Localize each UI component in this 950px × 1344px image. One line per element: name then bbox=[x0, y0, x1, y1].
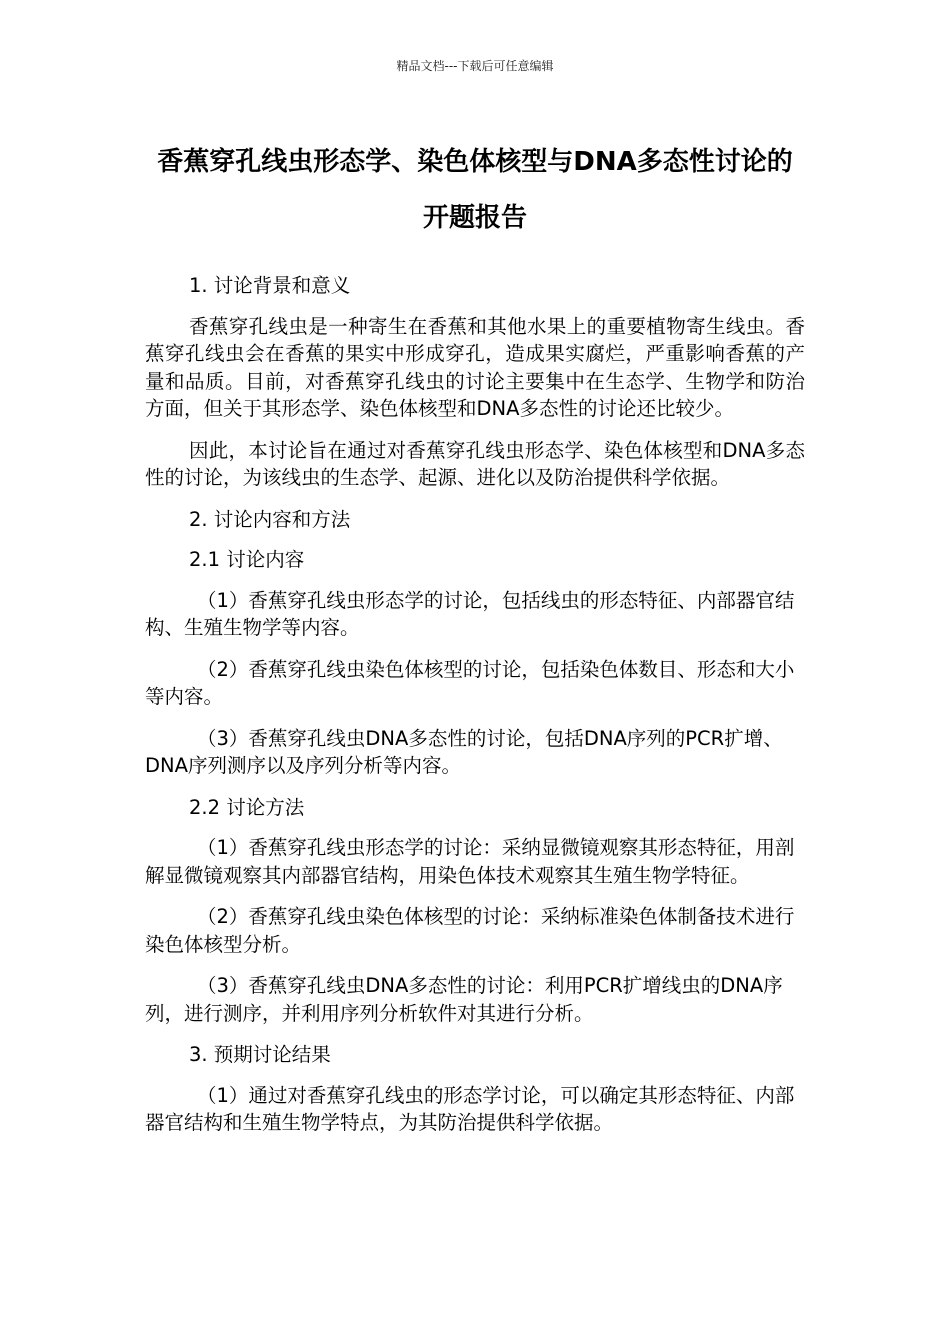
document-title: 香蕉穿孔线虫形态学、染色体核型与DNA多态性讨论的开题报告 bbox=[157, 147, 793, 233]
method-item-morphology: （1）香蕉穿孔线虫形态学的讨论：采纳显微镜观察其形态特征，用剖解显微镜观察其内部器官结构，用染色体技术观察其生殖生物学特征。 bbox=[145, 836, 795, 887]
section-heading-content-methods: 2. 讨论内容和方法 bbox=[189, 507, 351, 531]
content-item-karyotype: （2）香蕉穿孔线虫染色体核型的讨论，包括染色体数目、形态和大小等内容。 bbox=[145, 657, 795, 708]
paragraph-background: 香蕉穿孔线虫是一种寄生在香蕉和其他水果上的重要植物寄生线虫。香蕉穿孔线虫会在香蕉的果实中形成穿孔，造成果实腐烂，严重影响香蕉的产量和品质。目前，对香蕉穿孔线虫的讨论主要集中在生态学、生物学和防治方面，但关于其形态学、染色体核型和DNA多态性的讨论还比较少。 bbox=[145, 314, 805, 420]
content-item-morphology: （1）香蕉穿孔线虫形态学的讨论，包括线虫的形态特征、内部器官结构、生殖生物学等内容。 bbox=[145, 588, 795, 639]
section-heading-background: 1. 讨论背景和意义 bbox=[189, 274, 351, 297]
document-body bbox=[145, 272, 805, 1151]
paragraph-purpose: 因此，本讨论旨在通过对香蕉穿孔线虫形态学、染色体核型和DNA多态性的讨论，为该线虫的生态学、起源、进化以及防治提供科学依据。 bbox=[145, 438, 805, 489]
page-header: 精品文档---下载后可任意编辑 bbox=[396, 59, 554, 73]
method-item-karyotype: （2）香蕉穿孔线虫染色体核型的讨论：采纳标准染色体制备技术进行染色体核型分析。 bbox=[145, 905, 795, 956]
method-item-dna: （3）香蕉穿孔线虫DNA多态性的讨论：利用PCR扩增线虫的DNA序列，进行测序，并利用序列分析软件对其进行分析。 bbox=[145, 974, 783, 1025]
section-heading-expected-results: 3. 预期讨论结果 bbox=[189, 1043, 331, 1066]
content-item-dna: （3）香蕉穿孔线虫DNA多态性的讨论，包括DNA序列的PCR扩增、DNA序列测序以及序列分析等内容。 bbox=[145, 726, 783, 777]
subsection-heading-content: 2.1 讨论内容 bbox=[189, 548, 305, 571]
subsection-heading-methods: 2.2 讨论方法 bbox=[189, 795, 305, 819]
result-item-morphology: （1）通过对香蕉穿孔线虫的形态学讨论，可以确定其形态特征、内部器官结构和生殖生物学特点，为其防治提供科学依据。 bbox=[145, 1083, 795, 1134]
